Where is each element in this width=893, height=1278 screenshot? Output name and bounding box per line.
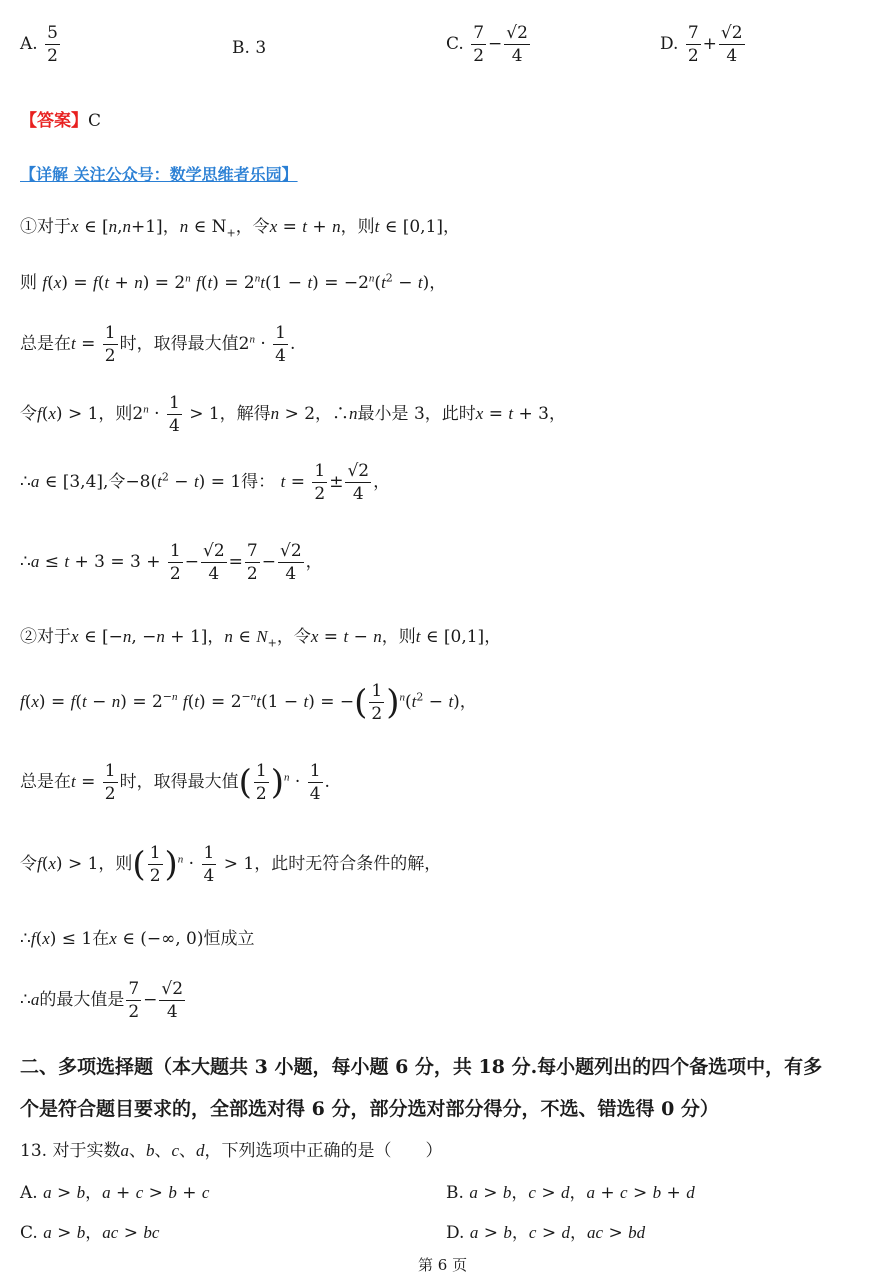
solution-line-4: 令f(x) > 1，则$2^n$ · $\frac{1}{4}$ > 1，解得n > 2，∴n最小是 3，此时x = t + 3， xyxy=(20,393,566,436)
solution-line-11: ∴f(x) ≤ 1在x ∈ (−∞, 0)恒成立 xyxy=(20,929,255,949)
solution-line-5: ∴a ∈ [3,4],令$-8(t^2 - t) = 1$得： t = $\frac{1}{2}$ ± $\frac{√2}{4}$ ， xyxy=(20,461,391,504)
solution-line-7: ②对于x ∈ [−n, −n + 1]，n ∈ $N_+$，令x = t − n，则t ∈ [0,1]， xyxy=(20,627,502,650)
detail-link[interactable]: 【详解 关注公众号：数学思维者乐园】 xyxy=(20,165,298,184)
solution-line-9: 总是在t = $\frac{1}{2}$ 时，取得最大值( $\frac{1}{2}$ )$^n$ · $\frac{1}{4}$ . xyxy=(20,761,330,804)
solution-line-8: $f(x) = f(t - n) = 2^{-n}$ $f(t) = 2^{-n}t(1 - t)$ = −( $\frac{1}{2}$ )$^n(t^2 - t)$， xyxy=(20,681,477,724)
answer-line xyxy=(20,106,101,131)
option-d: D. $\frac{7}{2}$ + $\frac{√2}{4}$ xyxy=(660,23,743,66)
solution-line-6: ∴a ≤ t + 3 = 3 + $\frac{1}{2}$ − $\frac{√2}{4}$ = $\frac{7}{2}$ − $\frac{√2}{4}$ ， xyxy=(20,541,323,584)
solution-line-1: ①对于x ∈ [n,n+1]，n ∈ $N_+$，令x = t + n，则t ∈ [0,1]， xyxy=(20,217,461,240)
section-heading-line-1: 二、多项选择题（本大题共 3 小题，每小题 6 分，共 18 分.每小题列出的四个备选项中，有多 xyxy=(20,1056,823,1078)
q13-option-a: A. a > b，a + c > b + c xyxy=(20,1183,210,1203)
answer-tag: 【答案】 xyxy=(20,111,88,131)
solution-line-10: 令f(x) > 1，则( $\frac{1}{2}$ )$^n$ · $\frac{1}{4}$ > 1，此时无符合条件的解， xyxy=(20,843,442,886)
q13-option-c: C. a > b，ac > bc xyxy=(20,1223,160,1243)
solution-line-12: ∴a的最大值是 $\frac{7}{2}$ − $\frac{√2}{4}$ xyxy=(20,979,184,1022)
option-c: C. $\frac{7}{2}$ − $\frac{√2}{4}$ xyxy=(446,23,528,66)
question-13-stem: 13. 对于实数a、b、c、d，下列选项中正确的是（ ） xyxy=(20,1141,443,1161)
solution-line-3: 总是在t = $\frac{1}{2}$ 时，取得最大值$2^n$ · $\frac{1}{4}$ . xyxy=(20,323,296,366)
solution-line-2: 则 $f(x) = f(t + n) = 2^n$ $f(t) = 2^nt(1 - t) = -2^n(t^2 - t)$， xyxy=(20,271,447,293)
section-heading-line-2: 个是符合题目要求的，全部选对得 6 分，部分选对部分得分，不选、错选得 0 分） xyxy=(20,1098,719,1120)
q13-option-d: D. a > b，c > d，ac > bd xyxy=(446,1223,646,1243)
option-b: B. 3 xyxy=(232,38,267,58)
q13-option-b: B. a > b，c > d，a + c > b + d xyxy=(446,1183,695,1203)
option-a: A. $\frac{5}{2}$ xyxy=(20,23,58,66)
page-number: 第 6 页 xyxy=(418,1256,468,1274)
answer-value: C xyxy=(88,111,102,131)
